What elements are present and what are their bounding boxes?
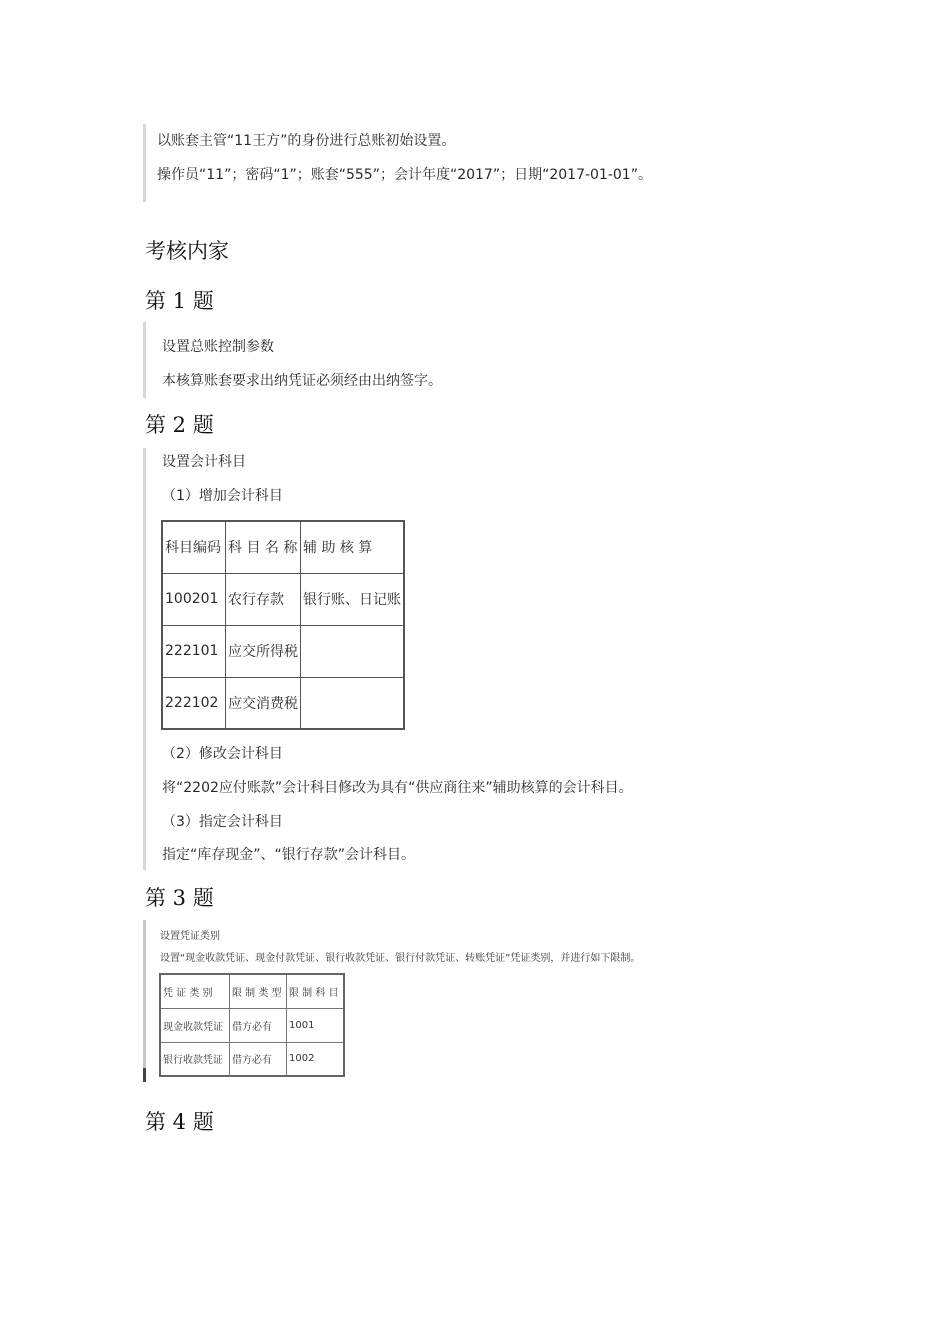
q3-line-1: 设置凭证类别 [160, 931, 220, 942]
account-cell-aux [301, 677, 405, 729]
voucher-header-subject: 限 制 科 目 [287, 974, 345, 1008]
account-header-aux: 辅 助 核 算 [301, 521, 405, 573]
voucher-table-header [160, 974, 344, 1008]
voucher-header-type: 凭 证 类 别 [160, 974, 230, 1008]
table-row [160, 1008, 344, 1042]
section-title: 考核内家 [145, 239, 229, 263]
voucher-cell-type: 现金收款凭证 [160, 1008, 230, 1042]
voucher-cell-type: 银行收款凭证 [160, 1042, 230, 1076]
intro-line-1: 以账套主管“11王方”的身份进行总账初始设置。 [157, 133, 456, 149]
voucher-cell-limit: 借方必有 [230, 1008, 287, 1042]
account-header-name: 科 目 名 称 [226, 521, 301, 573]
q2-line-2: 将“2202应付账款”会计科目修改为具有“供应商往来”辅助核算的会计科目。 [162, 780, 633, 796]
account-table-header [162, 521, 404, 573]
q2-sub-1: （1）增加会计科目 [162, 488, 283, 504]
q3-title: 第 3 题 [145, 886, 214, 910]
account-cell-code: 222101 [162, 625, 226, 677]
account-cell-code: 222102 [162, 677, 226, 729]
voucher-cell-subject: 1002 [287, 1042, 345, 1076]
q2-line-3: 指定“库存现金”、“银行存款”会计科目。 [162, 847, 416, 863]
q2-sub-3: （3）指定会计科目 [162, 814, 283, 830]
account-cell-name: 农行存款 [226, 573, 301, 625]
voucher-cell-limit: 借方必有 [230, 1042, 287, 1076]
account-cell-name: 应交所得税 [226, 625, 301, 677]
q1-title: 第 1 题 [145, 289, 214, 313]
table-row [160, 1042, 344, 1076]
q2-sub-2: （2）修改会计科目 [162, 746, 283, 762]
intro-line-2: 操作员“11”；密码“1”；账套“555”；会计年度“2017”；日期“2017-01-01”。 [157, 167, 652, 183]
account-header-code: 科目编码 [162, 521, 226, 573]
q1-line-2: 本核算账套要求出纳凭证必须经由出纳签字。 [162, 373, 442, 389]
q3-block-marker [143, 1068, 146, 1082]
q3-line-2: 设置“现金收款凭证、现金付款凭证、银行收款凭证、银行付款凭证、转账凭证”凭证类别，并进行如下限制。 [160, 953, 641, 964]
q2-title: 第 2 题 [145, 413, 214, 437]
voucher-table [159, 973, 345, 1077]
account-cell-name: 应交消费税 [226, 677, 301, 729]
account-table [161, 520, 405, 730]
account-cell-aux [301, 625, 405, 677]
table-row [162, 573, 404, 625]
account-cell-code: 100201 [162, 573, 226, 625]
q4-title: 第 4 题 [145, 1110, 214, 1134]
table-row [162, 625, 404, 677]
account-cell-aux: 银行账、日记账 [301, 573, 405, 625]
voucher-cell-subject: 1001 [287, 1008, 345, 1042]
q2-line-1: 设置会计科目 [162, 454, 246, 470]
voucher-header-limit: 限 制 类 型 [230, 974, 287, 1008]
table-row [162, 677, 404, 729]
q1-line-1: 设置总账控制参数 [162, 339, 274, 355]
